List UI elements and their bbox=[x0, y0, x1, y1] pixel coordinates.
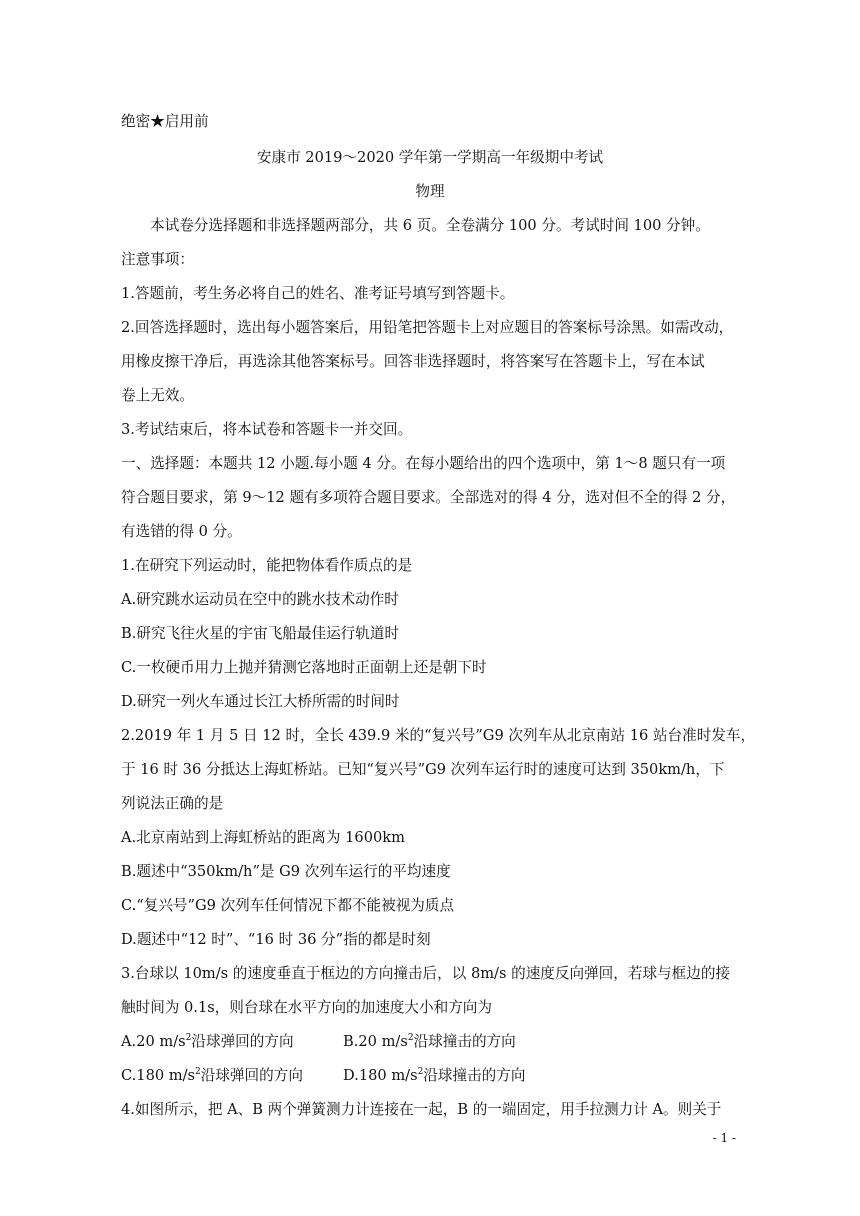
superscript: 2 bbox=[195, 1067, 201, 1077]
q4-stem-line-1: 4.如图所示，把 A、B 两个弹簧测力计连接在一起，B 的一端固定，用手拉测力计 A。则关于 bbox=[121, 1101, 722, 1118]
q3-option-b: B.20 $m/s^2$沿球撞击的方向 bbox=[343, 1033, 516, 1050]
superscript: 2 bbox=[417, 1067, 424, 1077]
q2-option-c: C.“复兴号”G9 次列车任何情况下都不能被视为质点 bbox=[121, 897, 455, 914]
q2-option-b: B.题述中“350km/h”是 G9 次列车运行的平均速度 bbox=[121, 863, 451, 880]
q1-option-d: D.研究一列火车通过长江大桥所需的时间时 bbox=[121, 693, 400, 710]
q2-option-a: A.北京南站到上海虹桥站的距离为 1600km bbox=[121, 829, 405, 846]
page-number: - 1 - bbox=[712, 1131, 736, 1145]
q2-stem-line-3: 列说法正确的是 bbox=[121, 795, 224, 812]
q2-stem-line-1: 2.2019 年 1 月 5 日 12 时，全长 439.9 米的“复兴号”G9 次列车从北京南站 16 站台准时发车， bbox=[121, 727, 756, 744]
notes-heading: 注意事项： bbox=[121, 251, 194, 268]
note-2-line-3: 卷上无效。 bbox=[121, 387, 194, 404]
q3-stem-line-2: 触时间为 0.1s，则台球在水平方向的加速度大小和方向为 bbox=[121, 999, 492, 1016]
note-2-line-1: 2.回答选择题时，选出每小题答案后，用铅笔把答题卡上对应题目的答案标号涂黑。如需改动， bbox=[121, 319, 734, 336]
q3-stem-line-1: 3.台球以 10m/s 的速度垂直于框边的方向撞击后，以 8m/s 的速度反向弹回，若球与框边的接 bbox=[121, 965, 731, 982]
confidential-label: 绝密★启用前 bbox=[121, 113, 209, 130]
exam-title: 安康市 2019～2020 学年第一学期高一年级期中考试 bbox=[256, 149, 604, 166]
exam-intro: 本试卷分选择题和非选择题两部分，共 6 页。全卷满分 100 分。考试时间 100 分钟。 bbox=[150, 217, 710, 234]
section-1-line-1: 一、选择题：本题共 12 小题.每小题 4 分。在每小题给出的四个选项中，第 1～8 题只有一项 bbox=[121, 455, 726, 472]
section-1-line-2: 符合题目要求，第 9～12 题有多项符合题目要求。全部选对的得 4 分，选对但不全的得 2 分， bbox=[121, 489, 736, 506]
q1-option-c: C.一枚硬币用力上抛并猜测它落地时正面朝上还是朝下时 bbox=[121, 659, 487, 676]
note-2-line-2: 用橡皮擦干净后，再选涂其他答案标号。回答非选择题时，将答案写在答题卡上，写在本试 bbox=[121, 353, 705, 370]
q3-option-a: A.20 $m/s^2$沿球弹回的方向 bbox=[121, 1033, 294, 1050]
q1-option-b: B.研究飞往火星的宇宙飞船最佳运行轨道时 bbox=[121, 625, 400, 642]
q3-option-d: D.180 $m/s^2$沿球撞击的方向 bbox=[343, 1067, 526, 1084]
note-3: 3.考试结束后，将本试卷和答题卡一并交回。 bbox=[121, 421, 413, 438]
note-1: 1.答题前，考生务必将自己的姓名、准考证号填写到答题卡。 bbox=[121, 285, 515, 302]
subject-title: 物理 bbox=[415, 183, 445, 200]
q1-option-a: A.研究跳水运动员在空中的跳水技术动作时 bbox=[121, 591, 399, 608]
q3-option-c: C.180 $m/s^2$沿球弹回的方向 bbox=[121, 1067, 303, 1084]
q2-stem-line-2: 于 16 时 36 分抵达上海虹桥站。已知“复兴号”G9 次列车运行时的速度可达到 350km/h，下 bbox=[121, 761, 725, 778]
superscript: 2 bbox=[407, 1033, 414, 1043]
section-1-line-3: 有选错的得 0 分。 bbox=[121, 523, 242, 540]
superscript: 2 bbox=[185, 1033, 192, 1043]
q2-option-d: D.题述中“12 时”、“16 时 36 分”指的都是时刻 bbox=[121, 931, 431, 948]
q1-stem: 1.在研究下列运动时，能把物体看作质点的是 bbox=[121, 557, 413, 574]
